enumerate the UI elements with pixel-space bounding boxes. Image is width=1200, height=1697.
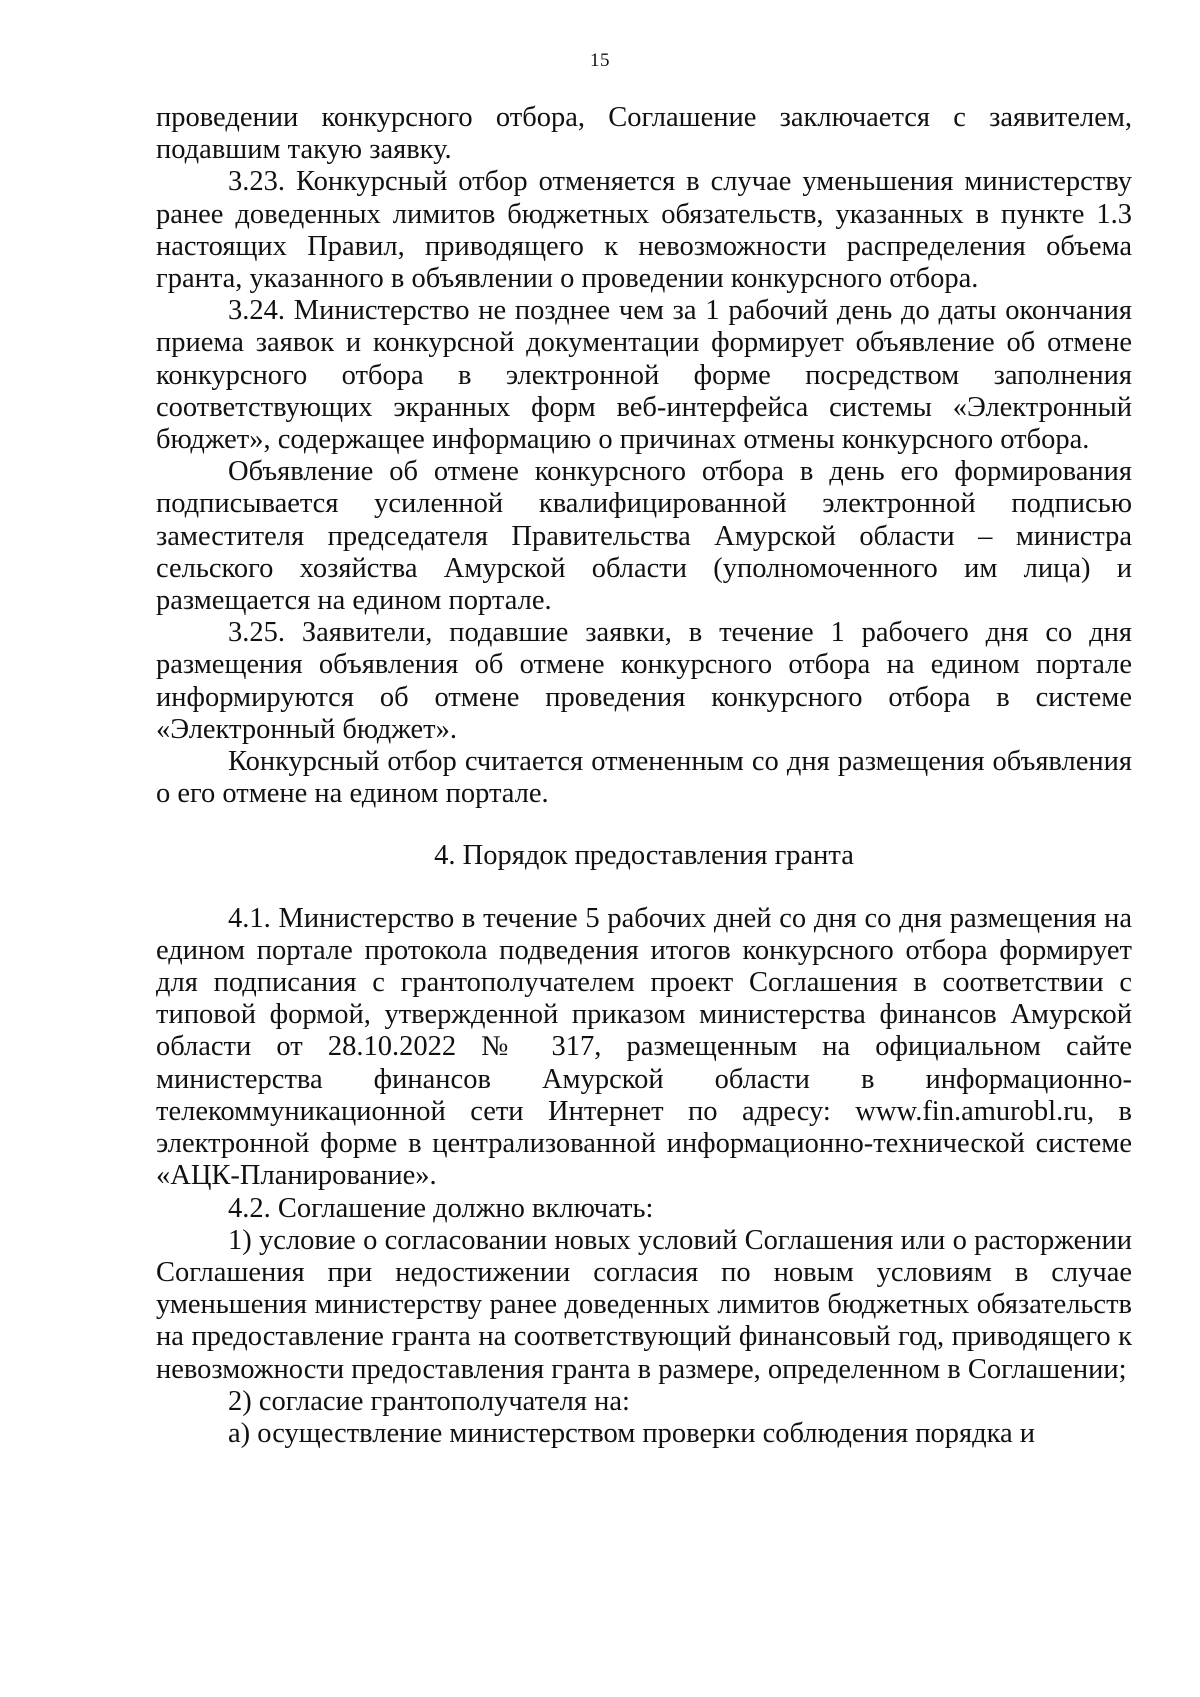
paragraph-4-2-item-2: 2) согласие грантополучателя на: [228, 1385, 630, 1417]
page-number: 15 [590, 50, 610, 71]
paragraph-4-2-item-2-a: а) осуществление министерством проверки соблюдения порядка и [228, 1417, 1036, 1449]
section-heading: 4. Порядок предоставления гранта [434, 840, 854, 872]
paragraph-3-24: 3.24. Министерство не позднее чем за 1 рабочий день до даты окончания приема заявок и конкурсной документации формирует объявление об отмене конкурсного отбора в электронной форме посредством заполнения соответствующих экранных форм веб-интерфейса системы «Электронный бюджет», содержащее информацию о причинах отмены конкурсного отбора. [156, 295, 1132, 456]
paragraph-4-2-item-1: 1) условие о согласовании новых условий Соглашения или о расторжении Соглашения при недостижении согласия по новым условиям в случае уменьшения министерству ранее доведенных лимитов бюджетных обязательств на предоставление гранта на соответствующий финансовый год, приводящего к невозможности предоставления гранта в размере, определенном в Соглашении; [156, 1224, 1132, 1385]
paragraph-continuation: проведении конкурсного отбора, Соглашение заключается с заявителем, подавшим такую заявку. [156, 102, 1132, 166]
paragraph-3-25: 3.25. Заявители, подавшие заявки, в течение 1 рабочего дня со дня размещения объявления об отмене конкурсного отбора на едином портале информируются об отмене проведения конкурсного отбора в системе «Электронный бюджет». [156, 617, 1132, 745]
paragraph-4-2: 4.2. Соглашение должно включать: [228, 1192, 654, 1224]
document-body [156, 102, 1132, 1450]
paragraph-3-25-cancelled: Конкурсный отбор считается отмененным со дня размещения объявления о его отмене на едином портале. [156, 746, 1132, 810]
paragraph-3-23: 3.23. Конкурсный отбор отменяется в случае уменьшения министерству ранее доведенных лимитов бюджетных обязательств, указанных в пункте 1.3 настоящих Правил, приводящего к невозможности распределения объема гранта, указанного в объявлении о проведении конкурсного отбора. [156, 166, 1132, 295]
paragraph-4-1: 4.1. Министерство в течение 5 рабочих дней со дня со дня размещения на едином портале протокола подведения итогов конкурсного отбора формирует для подписания с грантополучателем проект Соглашения в соответствии с типовой формой, утвержденной приказом министерства финансов Амурской области от 28.10.2022 № 317, размещенным на официальном сайте министерства финансов Амурской области в информационно-телекоммуникационной сети Интернет по адресу: www.fin.amurobl.ru, в электронной форме в централизованной информационно-технической системе «АЦК-Планирование». [156, 902, 1132, 1192]
paragraph-3-24-signature: Объявление об отмене конкурсного отбора в день его формирования подписывается усиленной квалифицированной электронной подписью заместителя председателя Правительства Амурской области – министра сельского хозяйства Амурской области (уполномоченного им лица) и размещается на едином портале. [156, 456, 1132, 617]
